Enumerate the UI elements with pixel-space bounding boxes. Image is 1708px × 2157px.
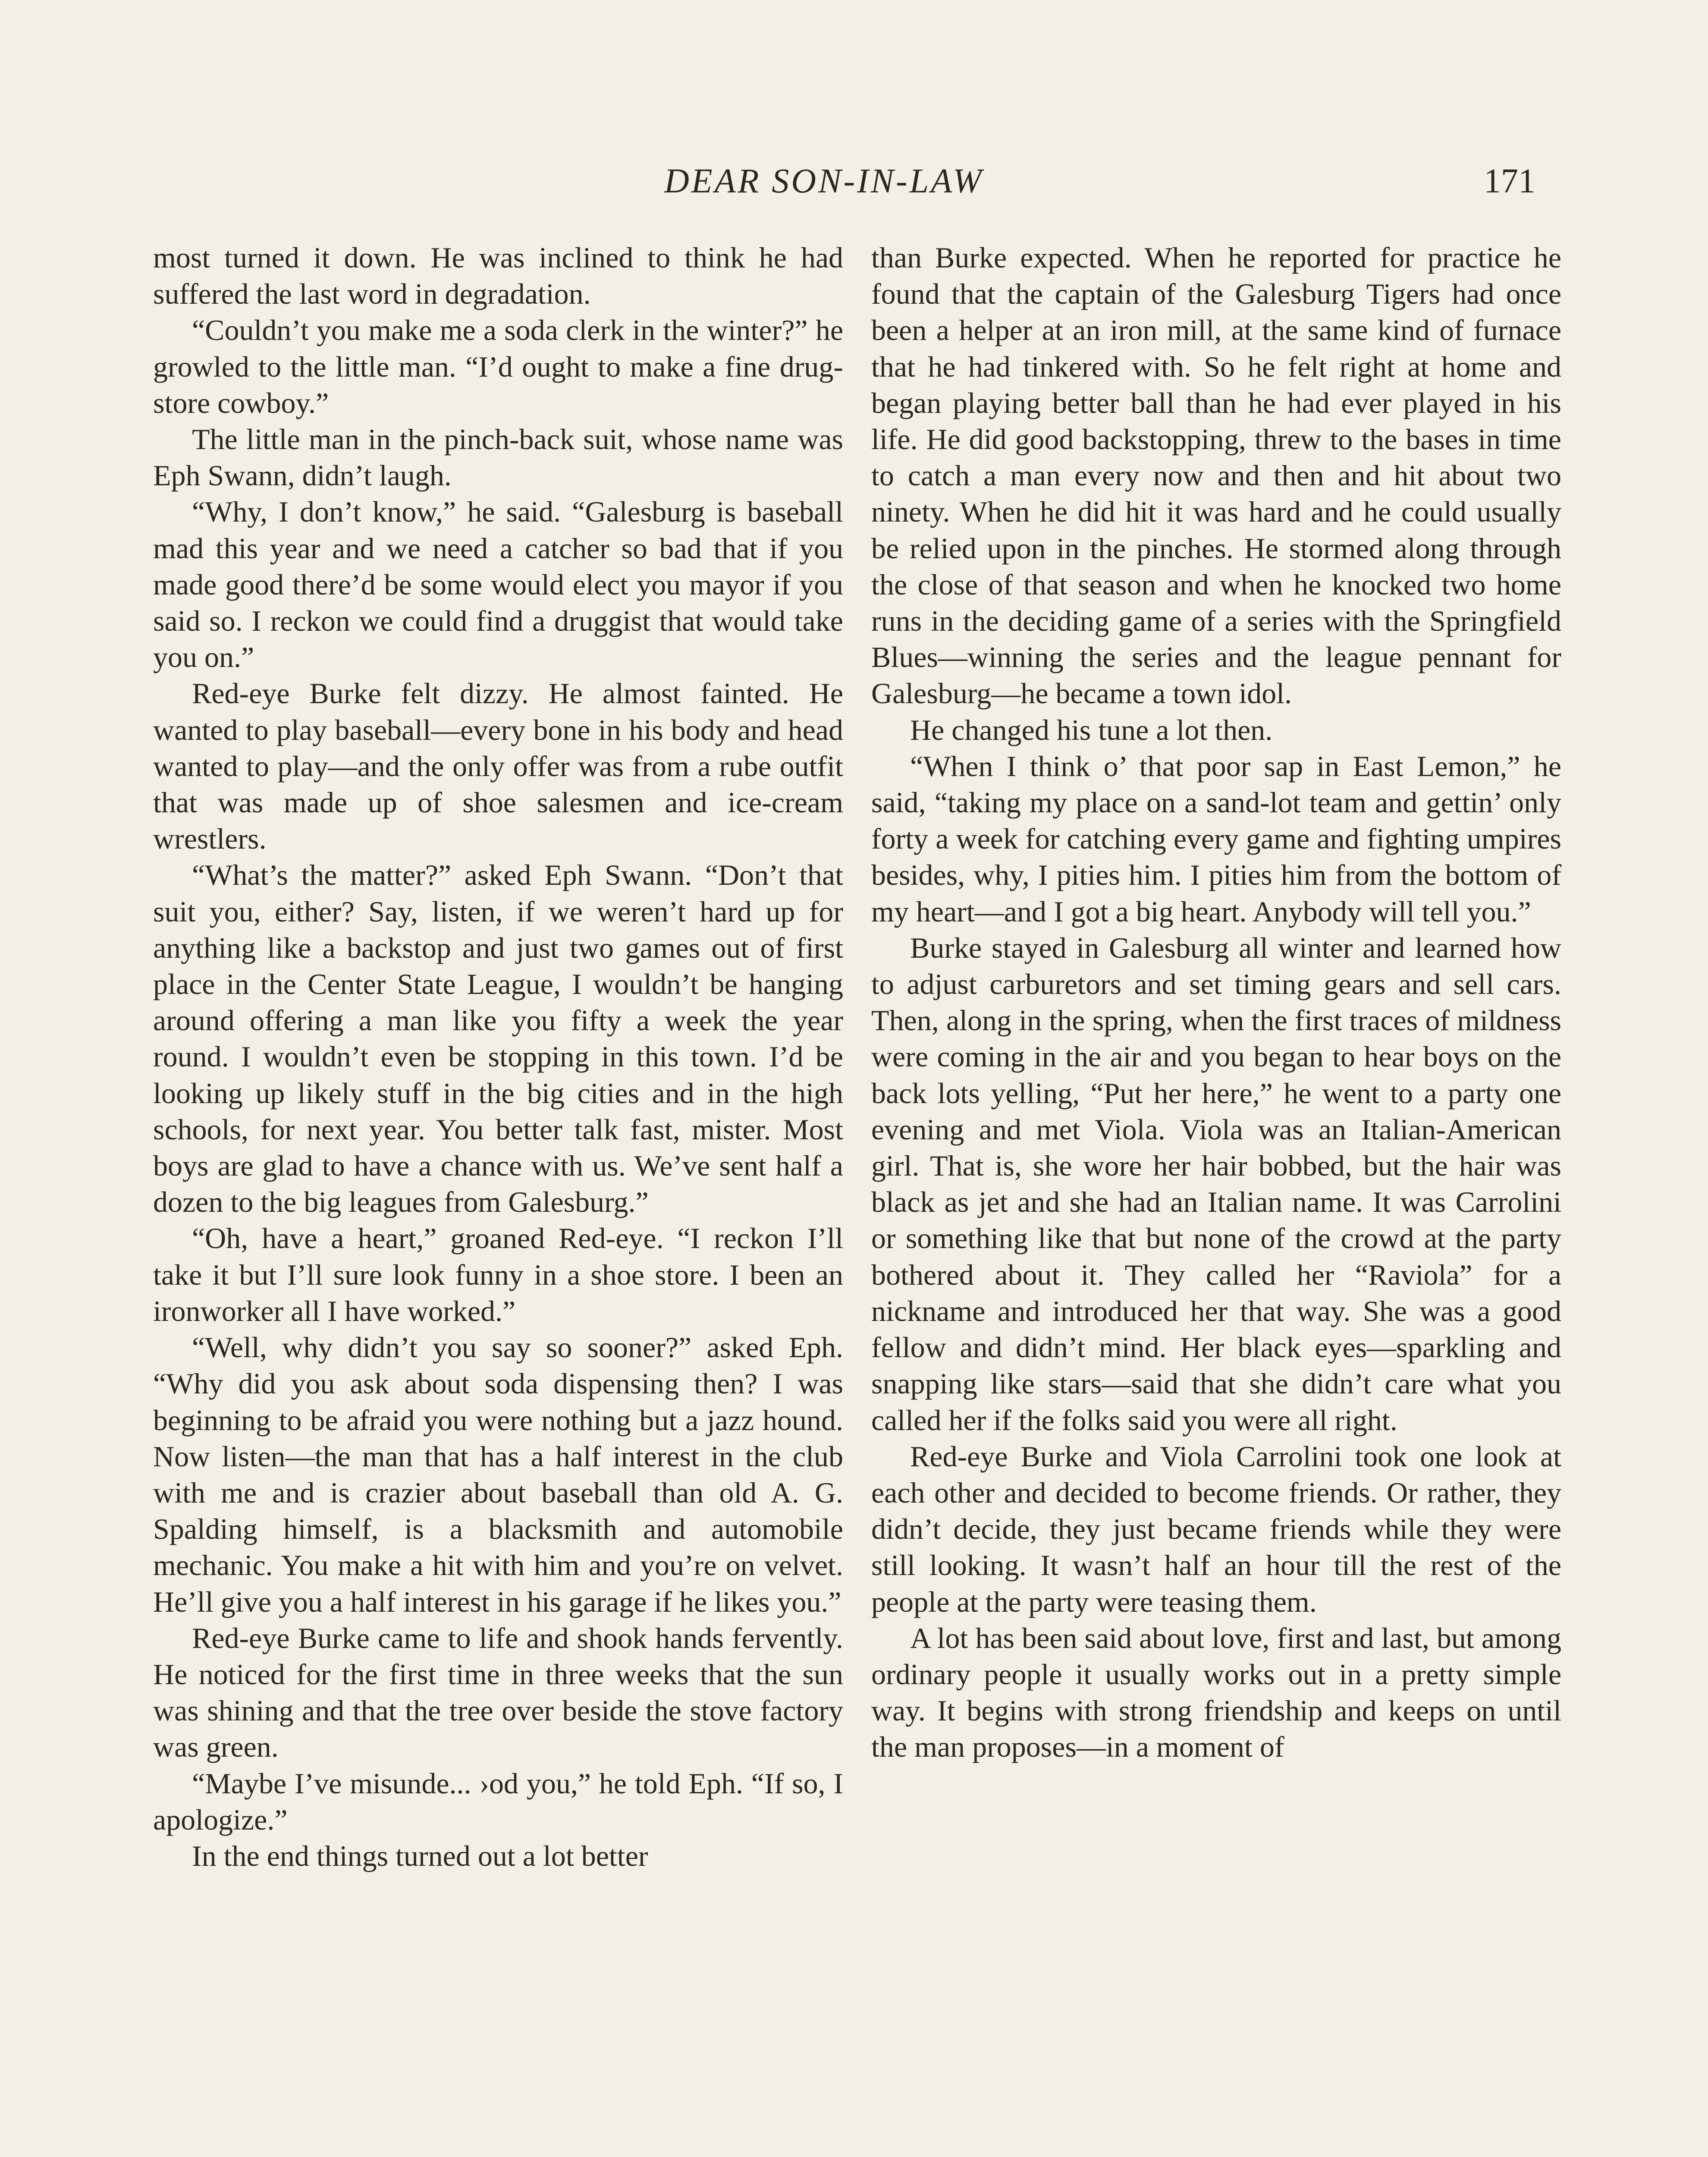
paragraph: Red-eye Burke felt dizzy. He almost fainted. He wanted to play baseball—every bone in his body and head wanted to play—and the only offer was from a rube outfit that was made up of shoe salesmen and ice-cream wrestlers. xyxy=(153,677,843,855)
paragraph: A lot has been said about love, first and last, but among ordinary people it usually works out in a pretty simple way. It begins with strong friendship and keeps on until the man proposes—in a moment of xyxy=(871,1621,1561,1764)
paragraph: Red-eye Burke and Viola Carrolini took one look at each other and decided to become friends. Or rather, they didn’t decide, they just became friends while they were still looking. It wasn’t half an hour till the rest of the people at the party were teasing them. xyxy=(871,1440,1561,1618)
paragraph: In the end things turned out a lot better xyxy=(192,1839,648,1872)
paragraph: “Maybe I’ve misunde... ›od you,” he told Eph. “If so, I apologize.” xyxy=(153,1767,843,1836)
paragraph: “Why, I don’t know,” he said. “Galesburg is baseball mad this year and we need a catcher so bad that if you made good there’d be some would elect you mayor if you said so. I reckon we could find a druggist that would take you on.” xyxy=(153,495,843,674)
paragraph: He changed his tune a lot then. xyxy=(910,713,1273,746)
paragraph: “Well, why didn’t you say so sooner?” asked Eph. “Why did you ask about soda dispensing then? I was beginning to be afraid you were nothing but a jazz hound. Now listen—the man that has a half interest in the club with me and is crazier about baseball than old A. G. Spalding himself, is a blacksmith and automobile mechanic. You make a hit with him and you’re on velvet. He’ll give you a half interest in his garage if he likes you.” xyxy=(153,1331,843,1618)
running-title: DEAR SON-IN-LAW xyxy=(664,162,984,200)
paragraph: “What’s the matter?” asked Eph Swann. “Don’t that suit you, either? Say, listen, if we weren’t hard up for anything like a backstop and just two games out of first place in the Center State League, I wouldn’t be hanging around offering a man like you fifty a week the year round. I wouldn’t even be stopping in this town. I’d be looking up likely stuff in the big cities and in the high schools, for next year. You better talk fast, mister. Most boys are glad to have a chance with us. We’ve sent half a dozen to the big leagues from Galesburg.” xyxy=(153,858,843,1219)
paragraph: Red-eye Burke came to life and shook hands fervently. He noticed for the first time in three weeks that the sun was shining and that the tree over beside the stove factory was green. xyxy=(153,1621,843,1764)
paragraph: most turned it down. He was inclined to think he had suffered the last word in degradation. xyxy=(153,241,843,311)
paragraph: The little man in the pinch-back suit, whose name was Eph Swann, didn’t laugh. xyxy=(153,423,843,492)
left-text-column xyxy=(153,239,843,1874)
paragraph: Burke stayed in Galesburg all winter and learned how to adjust carburetors and set timing gears and sell cars. Then, along in the spring, when the first traces of mildness were coming in the air and you began to hear boys on the back lots yelling, “Put her here,” he went to a party one evening and met Viola. Viola was an Italian-American girl. That is, she wore her hair bobbed, but the hair was black as jet and she had an Italian name. It was Carrolini or something like that but none of the crowd at the party bothered about it. They called her “Raviola” for a nickname and introduced her that way. She was a good fellow and didn’t mind. Her black eyes—sparkling and snapping like stars—said that she didn’t care what you called her if the folks said you were all right. xyxy=(871,931,1561,1437)
page-number: 171 xyxy=(1484,162,1535,200)
paragraph: “When I think o’ that poor sap in East Lemon,” he said, “taking my place on a sand-lot team and gettin’ only forty a week for catching every game and fighting umpires besides, why, I pities him. I pities him from the bottom of my heart—and I got a big heart. Anybody will tell you.” xyxy=(871,749,1561,928)
right-text-column xyxy=(871,239,1561,1765)
paragraph: “Couldn’t you make me a soda clerk in the winter?” he growled to the little man. “I’d ought to make a fine drug-store cowboy.” xyxy=(153,314,843,419)
paragraph: “Oh, have a heart,” groaned Red-eye. “I reckon I’ll take it but I’ll sure look funny in a shoe store. I been an ironworker all I have worked.” xyxy=(153,1222,843,1327)
paragraph: than Burke expected. When he reported for practice he found that the captain of the Galesburg Tigers had once been a helper at an iron mill, at the same kind of furnace that he had tinkered with. So he felt right at home and began playing better ball than he had ever played in his life. He did good backstopping, threw to the bases in time to catch a man every now and then and hit about two ninety. When he did hit it was hard and he could usually be relied upon in the pinches. He stormed along through the close of that season and when he knocked two home runs in the deciding game of a series with the Springfield Blues—winning the series and the league pennant for Galesburg—he became a town idol. xyxy=(871,241,1561,710)
